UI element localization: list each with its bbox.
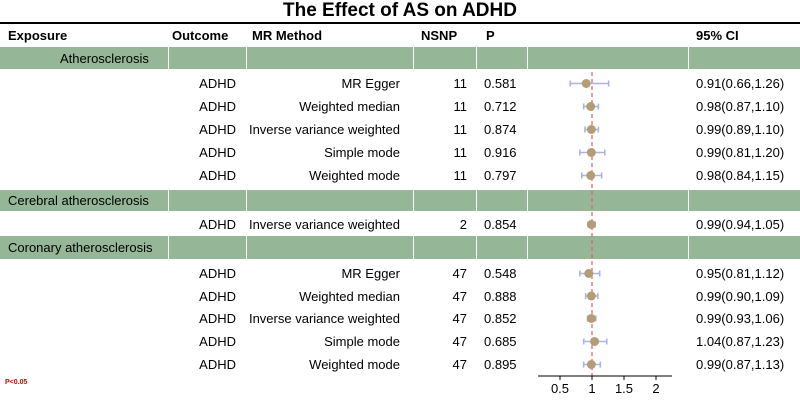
table-row — [0, 353, 800, 376]
table-header — [0, 22, 800, 49]
method-cell: Inverse variance weighted — [248, 311, 400, 326]
p-value-cell: 0.888 — [484, 288, 517, 304]
group-column-divider — [413, 47, 414, 69]
p-value-cell: 0.874 — [484, 122, 517, 137]
nsnp-cell: 11 — [453, 145, 467, 160]
table-row — [0, 95, 800, 118]
group-column-divider — [476, 190, 477, 211]
nsnp-cell: 11 — [453, 168, 467, 183]
nsnp-cell: 47 — [452, 357, 467, 372]
method-cell: Simple mode — [324, 145, 400, 160]
chart-title: The Effect of AS on ADHD — [283, 0, 517, 21]
outcome-cell: ADHD — [199, 168, 236, 183]
p-value-cell: 0.895 — [484, 357, 517, 372]
table-row — [0, 141, 800, 164]
nsnp-cell: 47 — [452, 288, 467, 304]
ci-text-cell: 0.99(0.87,1.13) — [696, 357, 785, 372]
nsnp-cell: 11 — [453, 76, 467, 91]
header-nsnp: NSNP — [421, 28, 458, 43]
group-column-divider — [246, 47, 247, 69]
method-cell: MR Egger — [341, 266, 400, 281]
table-row — [0, 118, 800, 141]
p-value-cell: 0.581 — [484, 76, 517, 91]
header-ci: 95% CI — [696, 28, 739, 43]
x-tick-label: 1.5 — [614, 381, 634, 396]
table-row — [0, 164, 800, 187]
header-outcome: Outcome — [172, 28, 229, 43]
group-row — [0, 47, 800, 69]
method-cell: Weighted mode — [309, 168, 400, 183]
group-column-divider — [688, 190, 689, 211]
table-row — [0, 72, 800, 95]
table-row — [0, 330, 800, 353]
group-column-divider — [527, 236, 528, 259]
group-column-divider — [168, 190, 169, 211]
group-label: Cerebral atherosclerosis — [8, 193, 149, 208]
group-column-divider — [168, 47, 169, 69]
x-tick-label: 0.5 — [550, 381, 570, 396]
p-value-cell: 0.797 — [484, 168, 517, 183]
outcome-cell: ADHD — [199, 266, 236, 281]
nsnp-cell: 47 — [452, 266, 467, 281]
group-column-divider — [413, 236, 414, 259]
nsnp-cell: 11 — [453, 122, 467, 137]
group-column-divider — [168, 236, 169, 259]
method-cell: Weighted median — [299, 99, 400, 114]
ci-text-cell: 0.95(0.81,1.12) — [696, 266, 785, 281]
header-exposure: Exposure — [8, 28, 68, 43]
nsnp-cell: 47 — [452, 311, 467, 326]
outcome-cell: ADHD — [199, 76, 236, 91]
outcome-cell: ADHD — [199, 145, 236, 160]
method-cell: Weighted median — [299, 288, 400, 304]
ci-text-cell: 1.04(0.87,1.23) — [696, 334, 785, 349]
p-value-cell: 0.852 — [484, 311, 517, 326]
group-column-divider — [476, 236, 477, 259]
p-value-cell: 0.685 — [484, 334, 517, 349]
group-column-divider — [246, 236, 247, 259]
method-cell: MR Egger — [341, 76, 400, 91]
nsnp-cell: 47 — [452, 334, 467, 349]
outcome-cell: ADHD — [199, 288, 236, 304]
table-row — [0, 307, 800, 330]
group-column-divider — [527, 47, 528, 69]
method-cell: Inverse variance weighted — [248, 217, 400, 232]
p-value-cell: 0.548 — [484, 266, 517, 281]
table-row — [0, 262, 800, 285]
method-cell: Inverse variance weighted — [248, 122, 400, 137]
ci-text-cell: 0.99(0.90,1.09) — [696, 288, 785, 304]
outcome-cell: ADHD — [199, 122, 236, 137]
group-column-divider — [413, 190, 414, 211]
group-column-divider — [476, 47, 477, 69]
group-column-divider — [688, 47, 689, 69]
p-value-footnote: P<0.05 — [5, 379, 28, 386]
outcome-cell: ADHD — [199, 217, 236, 232]
p-value-cell: 0.712 — [484, 99, 517, 114]
outcome-cell: ADHD — [199, 99, 236, 114]
group-row — [0, 190, 800, 211]
group-label: Atherosclerosis — [60, 50, 149, 66]
p-value-cell: 0.854 — [484, 217, 517, 232]
nsnp-cell: 11 — [453, 99, 467, 114]
group-row — [0, 236, 800, 259]
table-row — [0, 285, 800, 307]
table-row — [0, 213, 800, 236]
ci-text-cell: 0.98(0.84,1.15) — [696, 168, 785, 183]
ci-text-cell: 0.91(0.66,1.26) — [696, 76, 785, 91]
header-p: P — [486, 28, 495, 43]
group-label: Coronary atherosclerosis — [8, 240, 153, 255]
x-tick-label: 2 — [652, 381, 660, 396]
method-cell: Simple mode — [324, 334, 400, 349]
ci-text-cell: 0.98(0.87,1.10) — [696, 99, 785, 114]
outcome-cell: ADHD — [199, 334, 236, 349]
group-column-divider — [527, 190, 528, 211]
group-column-divider — [688, 236, 689, 259]
ci-text-cell: 0.99(0.93,1.06) — [696, 311, 785, 326]
header-method: MR Method — [252, 28, 323, 43]
method-cell: Weighted mode — [309, 357, 400, 372]
x-tick-label: 1 — [588, 381, 596, 396]
outcome-cell: ADHD — [199, 357, 236, 372]
p-value-cell: 0.916 — [484, 145, 517, 160]
group-column-divider — [246, 190, 247, 211]
ci-text-cell: 0.99(0.94,1.05) — [696, 217, 785, 232]
nsnp-cell: 2 — [459, 217, 467, 232]
ci-text-cell: 0.99(0.81,1.20) — [696, 145, 785, 160]
ci-text-cell: 0.99(0.89,1.10) — [696, 122, 785, 137]
outcome-cell: ADHD — [199, 311, 236, 326]
